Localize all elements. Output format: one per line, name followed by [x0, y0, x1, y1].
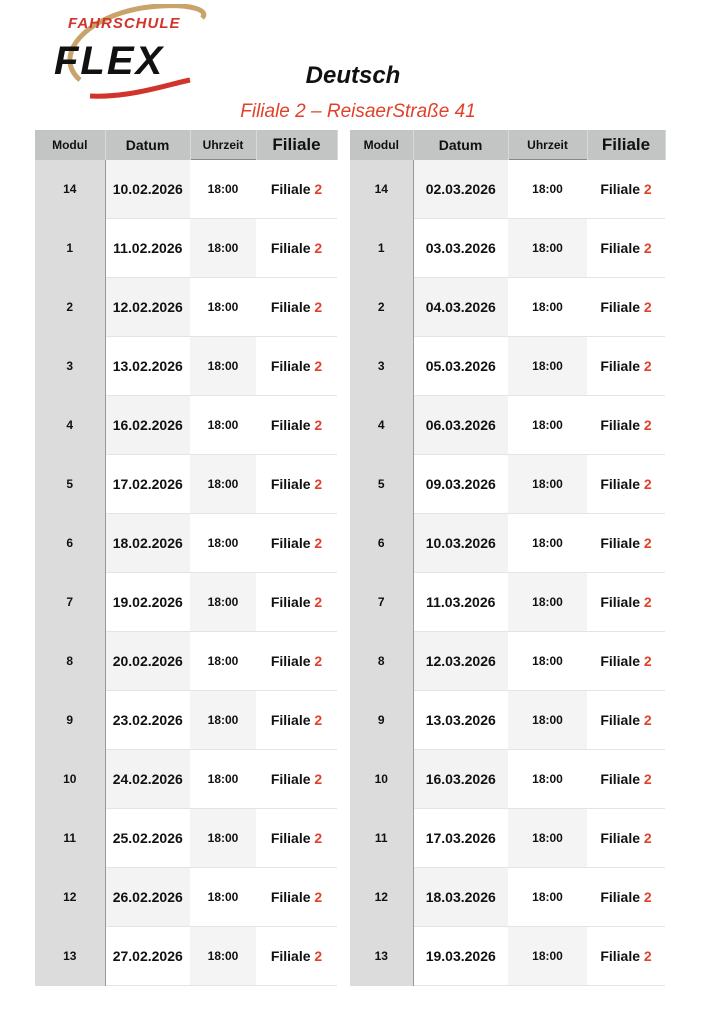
- uhrzeit-cell: 18:00: [508, 396, 587, 455]
- filiale-cell: [587, 750, 665, 809]
- filiale-cell: [587, 691, 665, 750]
- datum-cell: 23.02.2026: [105, 691, 190, 750]
- filiale-number: 2: [643, 948, 652, 964]
- table-row: [35, 927, 337, 986]
- uhrzeit-cell: 18:00: [190, 927, 256, 986]
- filiale-number: 2: [314, 594, 323, 610]
- header-uhrzeit: Uhrzeit: [190, 130, 256, 160]
- uhrzeit-cell: 18:00: [190, 573, 256, 632]
- uhrzeit-cell: 18:00: [190, 455, 256, 514]
- modul-cell: 13: [35, 927, 105, 986]
- modul-cell: 5: [35, 455, 105, 514]
- uhrzeit-cell: 18:00: [508, 219, 587, 278]
- datum-cell: 05.03.2026: [413, 337, 508, 396]
- modul-cell: 2: [350, 278, 413, 337]
- modul-cell: 7: [350, 573, 413, 632]
- modul-cell: 14: [350, 160, 413, 219]
- table-row: [35, 160, 337, 219]
- uhrzeit-cell: 18:00: [508, 691, 587, 750]
- datum-cell: 17.02.2026: [105, 455, 190, 514]
- filiale-cell: [256, 750, 337, 809]
- table-row: [350, 809, 665, 868]
- filiale-cell: [256, 632, 337, 691]
- datum-cell: 11.03.2026: [413, 573, 508, 632]
- datum-cell: 10.02.2026: [105, 160, 190, 219]
- datum-cell: 20.02.2026: [105, 632, 190, 691]
- filiale-number: 2: [314, 712, 323, 728]
- datum-cell: 18.02.2026: [105, 514, 190, 573]
- datum-cell: 13.02.2026: [105, 337, 190, 396]
- datum-cell: 04.03.2026: [413, 278, 508, 337]
- modul-cell: 7: [35, 573, 105, 632]
- uhrzeit-cell: 18:00: [190, 750, 256, 809]
- table-row: [35, 632, 337, 691]
- page-subtitle: Filiale 2 – ReisaerStraße 41: [240, 101, 476, 122]
- uhrzeit-cell: 18:00: [508, 573, 587, 632]
- filiale-number: 2: [643, 358, 652, 374]
- datum-cell: 16.03.2026: [413, 750, 508, 809]
- filiale-label: Filiale: [270, 889, 311, 905]
- filiale-cell: [587, 514, 665, 573]
- filiale-cell: [256, 809, 337, 868]
- filiale-label: Filiale: [270, 180, 311, 197]
- filiale-label: Filiale: [600, 240, 640, 256]
- datum-cell: 16.02.2026: [105, 396, 190, 455]
- modul-cell: 12: [350, 868, 413, 927]
- filiale-label: Filiale: [600, 476, 640, 492]
- filiale-cell: [587, 278, 665, 337]
- filiale-cell: [256, 514, 337, 573]
- table-row: [350, 573, 665, 632]
- uhrzeit-cell: 18:00: [508, 337, 587, 396]
- filiale-label: Filiale: [270, 830, 311, 846]
- modul-cell: 2: [35, 278, 105, 337]
- filiale-label: Filiale: [600, 889, 640, 905]
- modul-cell: 9: [35, 691, 105, 750]
- uhrzeit-cell: 18:00: [508, 868, 587, 927]
- filiale-number: 2: [643, 535, 652, 551]
- header-uhrzeit: Uhrzeit: [508, 130, 587, 160]
- modul-cell: 9: [350, 691, 413, 750]
- datum-cell: 18.03.2026: [413, 868, 508, 927]
- uhrzeit-cell: 18:00: [508, 455, 587, 514]
- uhrzeit-cell: 18:00: [508, 927, 587, 986]
- table-row: [350, 337, 665, 396]
- table-row: [35, 868, 337, 927]
- uhrzeit-cell: 18:00: [508, 278, 587, 337]
- filiale-number: 2: [314, 830, 323, 846]
- table-row: [350, 278, 665, 337]
- uhrzeit-cell: 18:00: [190, 868, 256, 927]
- table-row: [35, 750, 337, 809]
- filiale-label: Filiale: [270, 594, 311, 610]
- uhrzeit-cell: 18:00: [190, 396, 256, 455]
- table-row: [350, 160, 665, 219]
- filiale-number: 2: [643, 653, 652, 669]
- uhrzeit-cell: 18:00: [190, 514, 256, 573]
- filiale-label: Filiale: [270, 417, 311, 433]
- modul-cell: 8: [35, 632, 105, 691]
- filiale-number: 2: [314, 535, 323, 551]
- filiale-number: 2: [314, 180, 323, 197]
- filiale-label: Filiale: [270, 712, 311, 728]
- filiale-cell: [587, 396, 665, 455]
- uhrzeit-cell: 18:00: [508, 632, 587, 691]
- table-row: [35, 278, 337, 337]
- filiale-label: Filiale: [600, 948, 640, 964]
- filiale-number: 2: [643, 712, 652, 728]
- filiale-cell: [256, 219, 337, 278]
- filiale-cell: [587, 868, 665, 927]
- datum-cell: 19.02.2026: [105, 573, 190, 632]
- schedule-table-march: [350, 130, 666, 986]
- header-filiale: Filiale: [256, 130, 337, 160]
- datum-cell: 11.02.2026: [105, 219, 190, 278]
- filiale-label: Filiale: [600, 358, 640, 374]
- table-row: [350, 927, 665, 986]
- filiale-label: Filiale: [600, 299, 640, 315]
- filiale-number: 2: [643, 180, 652, 197]
- filiale-label: Filiale: [270, 653, 311, 669]
- table-row: [350, 455, 665, 514]
- modul-cell: 10: [35, 750, 105, 809]
- schedule-table-february: [35, 130, 338, 986]
- filiale-number: 2: [643, 417, 652, 433]
- uhrzeit-cell: 18:00: [508, 514, 587, 573]
- filiale-cell: [587, 160, 665, 219]
- filiale-number: 2: [643, 240, 652, 256]
- filiale-cell: [256, 396, 337, 455]
- filiale-cell: [256, 337, 337, 396]
- modul-cell: 3: [35, 337, 105, 396]
- datum-cell: 10.03.2026: [413, 514, 508, 573]
- datum-cell: 26.02.2026: [105, 868, 190, 927]
- datum-cell: 12.02.2026: [105, 278, 190, 337]
- filiale-cell: [587, 573, 665, 632]
- filiale-label: Filiale: [600, 535, 640, 551]
- filiale-number: 2: [643, 594, 652, 610]
- filiale-label: Filiale: [270, 948, 311, 964]
- uhrzeit-cell: 18:00: [190, 219, 256, 278]
- modul-cell: 5: [350, 455, 413, 514]
- filiale-label: Filiale: [270, 535, 311, 551]
- filiale-number: 2: [643, 889, 652, 905]
- datum-cell: 03.03.2026: [413, 219, 508, 278]
- datum-cell: 25.02.2026: [105, 809, 190, 868]
- uhrzeit-cell: 18:00: [508, 809, 587, 868]
- table-row: [35, 691, 337, 750]
- datum-cell: 12.03.2026: [413, 632, 508, 691]
- filiale-label: Filiale: [600, 712, 640, 728]
- filiale-label: Filiale: [270, 358, 311, 374]
- filiale-cell: [587, 809, 665, 868]
- modul-cell: 12: [35, 868, 105, 927]
- uhrzeit-cell: 18:00: [190, 691, 256, 750]
- filiale-number: 2: [314, 476, 323, 492]
- filiale-number: 2: [314, 299, 323, 315]
- filiale-label: Filiale: [600, 653, 640, 669]
- modul-cell: 10: [350, 750, 413, 809]
- table-row: [350, 868, 665, 927]
- datum-cell: 02.03.2026: [413, 160, 508, 219]
- filiale-label: Filiale: [600, 771, 640, 787]
- modul-cell: 6: [350, 514, 413, 573]
- datum-cell: 27.02.2026: [105, 927, 190, 986]
- table-row: [350, 219, 665, 278]
- filiale-cell: [256, 160, 337, 219]
- filiale-number: 2: [314, 358, 323, 374]
- table-row: [35, 455, 337, 514]
- uhrzeit-cell: 18:00: [190, 278, 256, 337]
- header-datum: Datum: [413, 130, 508, 160]
- filiale-cell: [256, 573, 337, 632]
- filiale-number: 2: [314, 771, 323, 787]
- filiale-label: Filiale: [270, 771, 311, 787]
- modul-cell: 11: [350, 809, 413, 868]
- modul-cell: 11: [35, 809, 105, 868]
- table-row: [35, 514, 337, 573]
- filiale-number: 2: [314, 417, 323, 433]
- page-title: [0, 62, 706, 90]
- filiale-number: 2: [643, 830, 652, 846]
- filiale-number: 2: [314, 948, 323, 964]
- datum-cell: 17.03.2026: [413, 809, 508, 868]
- filiale-number: 2: [643, 476, 652, 492]
- table-row: [35, 337, 337, 396]
- table-row: [350, 396, 665, 455]
- filiale-cell: [587, 455, 665, 514]
- modul-cell: 13: [350, 927, 413, 986]
- filiale-cell: [587, 927, 665, 986]
- filiale-label: Filiale: [600, 417, 640, 433]
- filiale-cell: [587, 632, 665, 691]
- modul-cell: 14: [35, 160, 105, 219]
- datum-cell: 06.03.2026: [413, 396, 508, 455]
- header-datum: Datum: [105, 130, 190, 160]
- table-row: [35, 573, 337, 632]
- table-row: [350, 750, 665, 809]
- svg-text:FAHRSCHULE: FAHRSCHULE: [68, 15, 181, 32]
- filiale-label: Filiale: [600, 180, 640, 197]
- modul-cell: 4: [350, 396, 413, 455]
- filiale-number: 2: [314, 240, 323, 256]
- filiale-cell: [256, 691, 337, 750]
- table-row: [35, 809, 337, 868]
- modul-cell: 1: [350, 219, 413, 278]
- page-title-text: Deutsch: [305, 62, 401, 89]
- modul-cell: 1: [35, 219, 105, 278]
- uhrzeit-cell: 18:00: [190, 337, 256, 396]
- header-modul: Modul: [350, 130, 413, 160]
- filiale-number: 2: [643, 299, 652, 315]
- filiale-cell: [256, 927, 337, 986]
- modul-cell: 6: [35, 514, 105, 573]
- uhrzeit-cell: 18:00: [508, 160, 587, 219]
- datum-cell: 13.03.2026: [413, 691, 508, 750]
- filiale-number: 2: [314, 653, 323, 669]
- filiale-label: Filiale: [600, 830, 640, 846]
- filiale-cell: [587, 219, 665, 278]
- uhrzeit-cell: 18:00: [508, 750, 587, 809]
- modul-cell: 3: [350, 337, 413, 396]
- filiale-label: Filiale: [270, 476, 311, 492]
- uhrzeit-cell: 18:00: [190, 160, 256, 219]
- svg-text:FLEX: FLEX: [54, 39, 165, 83]
- uhrzeit-cell: 18:00: [190, 809, 256, 868]
- table-row: [350, 632, 665, 691]
- table-row: [350, 514, 665, 573]
- datum-cell: 24.02.2026: [105, 750, 190, 809]
- filiale-label: Filiale: [270, 299, 311, 315]
- filiale-label: Filiale: [270, 240, 311, 256]
- modul-cell: 4: [35, 396, 105, 455]
- table-row: [35, 396, 337, 455]
- uhrzeit-cell: 18:00: [190, 632, 256, 691]
- header-filiale: Filiale: [587, 130, 665, 160]
- table-row: [35, 219, 337, 278]
- filiale-number: 2: [314, 889, 323, 905]
- header-modul: Modul: [35, 130, 105, 160]
- filiale-cell: [256, 278, 337, 337]
- datum-cell: 09.03.2026: [413, 455, 508, 514]
- filiale-cell: [256, 455, 337, 514]
- table-row: [350, 691, 665, 750]
- datum-cell: 19.03.2026: [413, 927, 508, 986]
- filiale-label: Filiale: [600, 594, 640, 610]
- filiale-number: 2: [643, 771, 652, 787]
- filiale-cell: [256, 868, 337, 927]
- filiale-cell: [587, 337, 665, 396]
- modul-cell: 8: [350, 632, 413, 691]
